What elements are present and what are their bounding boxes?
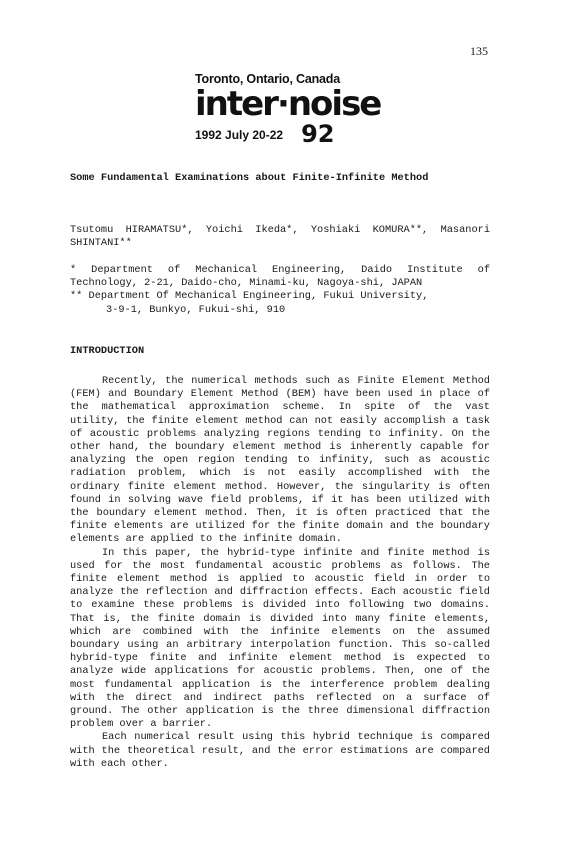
conference-location: Toronto, Ontario, Canada <box>195 72 340 86</box>
page-number: 135 <box>470 44 488 58</box>
paper-authors: Tsutomu HIRAMATSU*, Yoichi Ikeda*, Yoshiaki KOMURA**, Masanori SHINTANI** <box>70 224 490 250</box>
conference-date-row <box>195 122 355 146</box>
section-heading: INTRODUCTION <box>70 345 145 357</box>
paragraph: Each numerical result using this hybrid technique is compared with the theoretical result, and the error estimations are compared with each other. <box>70 731 490 770</box>
conference-dates: 1992 July 20-22 <box>195 128 284 142</box>
paper-title: Some Fundamental Examinations about Finite-Infinite Method <box>70 172 429 184</box>
affiliation-2: ** Department Of Mechanical Engineering, Fukui University, <box>70 290 429 303</box>
paragraph: In this paper, the hybrid-type infinite and finite method is used for the most fundamental acoustic problems as follows. The finite element method is applied to acoustic field in order to analyze the reflection and diffraction effects. Each acoustic field to examine these problems is divided into following two domains. That is, the finite domain is divided into many finite elements, which are combined with the infinite elements on the assumed boundary using an arbitrary interpolation function. This so-called hybrid-type finite and infinite element method is expected to analyze wide applications for acoustic problems. Then, one of the most fundamental application is the interference problem dealing with the direct and indirect paths reflected on a surface of ground. The other application is the three dimensional diffraction problem over a barrier. <box>70 546 490 731</box>
paragraph: Recently, the numerical methods such as Finite Element Method (FEM) and Boundary Element Method (BEM) have been used in place of the mathematical approximation scheme. In spite of the vast utility, the finite element method can not easily accomplish a task of acoustic problems analyzing regions tending to infinity. On the other hand, the boundary element method is inherently capable for analyzing the open region tending to infinity, such as acoustic radiation problem, which is not easily accomplished with the ordinary finite element method. However, the singularity is often found in solving wave field problems, if it has been utilized with the boundary element method. Then, it is often practiced that the finite elements are utilized for the finite domain and the boundary elements are applied to the infinite domain. <box>70 375 490 546</box>
affiliations <box>70 264 490 317</box>
conference-year: 92 <box>301 120 335 148</box>
conference-header <box>195 72 381 148</box>
conference-logo: inter·noise <box>195 84 381 124</box>
affiliation-2-address: 3-9-1, Bunkyo, Fukui-shi, 910 <box>106 303 286 316</box>
body-text <box>70 375 490 771</box>
affiliation-1: * Department of Mechanical Engineering, Daido Institute of Technology, 2-21, Daido-cho, Minami-ku, Nagoya-shi, JAPAN <box>70 264 490 290</box>
